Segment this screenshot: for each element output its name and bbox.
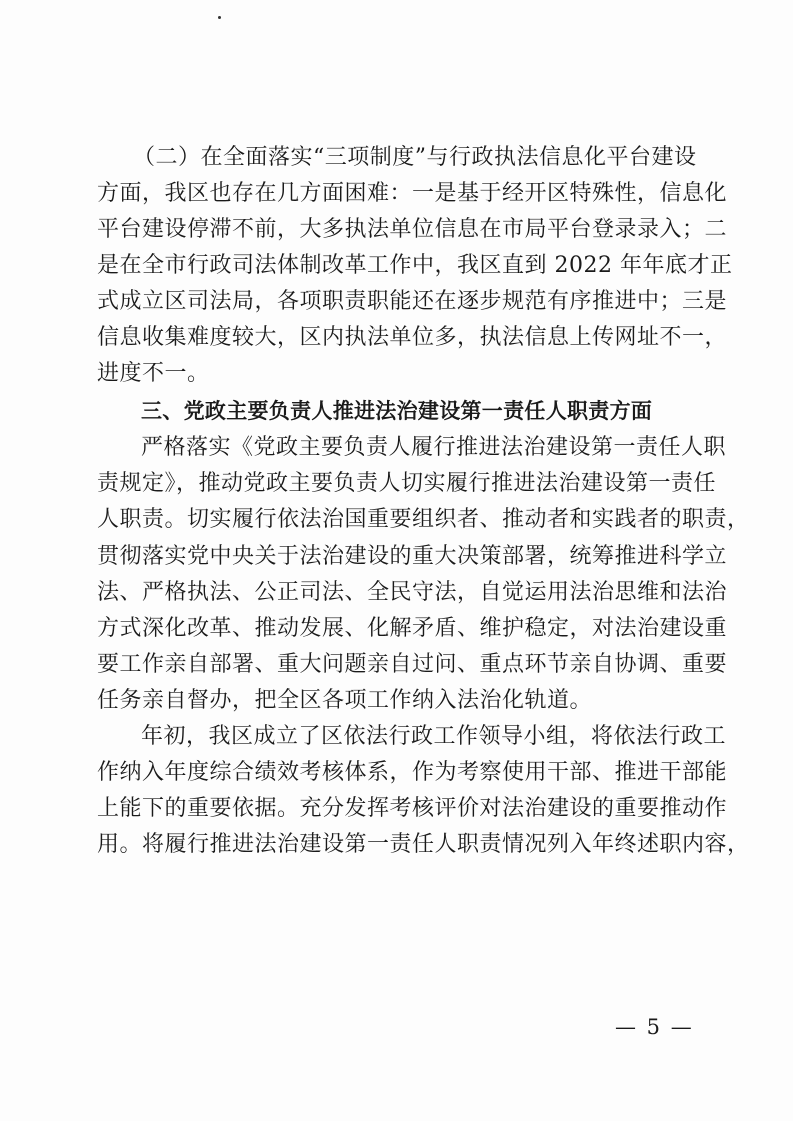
body-line-19: 上能下的重要依据。充分发挥考核评价对法治建设的重要推动作 xyxy=(97,796,728,821)
body-line-7: 进度不一。 xyxy=(97,361,210,386)
body-line-3: 平台建设停滞不前，大多执法单位信息在市局平台登录录入；二 xyxy=(97,217,728,242)
body-line-13: 法、严格执法、公正司法、全民守法，自觉运用法治思维和法治 xyxy=(97,580,728,605)
body-line-5: 式成立区司法局，各项职责职能还在逐步规范有序推进中；三是 xyxy=(97,289,728,314)
body-line-15: 要工作亲自部署、重大问题亲自过问、重点环节亲自协调、重要 xyxy=(97,652,728,677)
body-line-20: 用。将履行推进法治建设第一责任人职责情况列入年终述职内容， xyxy=(97,832,750,857)
section-heading: 三、党政主要负责人推进法治建设第一责任人职责方面 xyxy=(141,399,653,423)
body-line-4: 是在全市行政司法体制改革工作中，我区直到 2022 年年底才正 xyxy=(97,253,733,278)
body-line-12: 贯彻落实党中央关于法治建设的重大决策部署，统筹推进科学立 xyxy=(97,544,728,569)
body-line-18: 作纳入年度综合绩效考核体系，作为考察使用干部、推进干部能 xyxy=(97,760,728,785)
scan-speck xyxy=(218,16,221,19)
body-line-16: 任务亲自督办，把全区各项工作纳入法治化轨道。 xyxy=(97,688,593,713)
body-line-10: 责规定》，推动党政主要负责人切实履行推进法治建设第一责任 xyxy=(97,471,717,496)
body-line-1: （二）在全面落实“三项制度”与行政执法信息化平台建设 xyxy=(133,145,697,170)
page-number: — 5 — xyxy=(615,1015,694,1039)
body-line-17: 年初，我区成立了区依法行政工作领导小组，将依法行政工 xyxy=(141,724,727,749)
body-line-14: 方式深化改革、推动发展、化解矛盾、维护稳定，对法治建设重 xyxy=(97,616,728,641)
body-line-11: 人职责。切实履行依法治国重要组织者、推动者和实践者的职责， xyxy=(97,507,750,532)
body-line-6: 信息收集难度较大，区内执法单位多，执法信息上传网址不一， xyxy=(97,325,728,350)
body-line-9: 严格落实《党政主要负责人履行推进法治建设第一责任人职 xyxy=(141,435,727,460)
body-line-2: 方面，我区也存在几方面困难：一是基于经开区特殊性，信息化 xyxy=(97,181,728,206)
